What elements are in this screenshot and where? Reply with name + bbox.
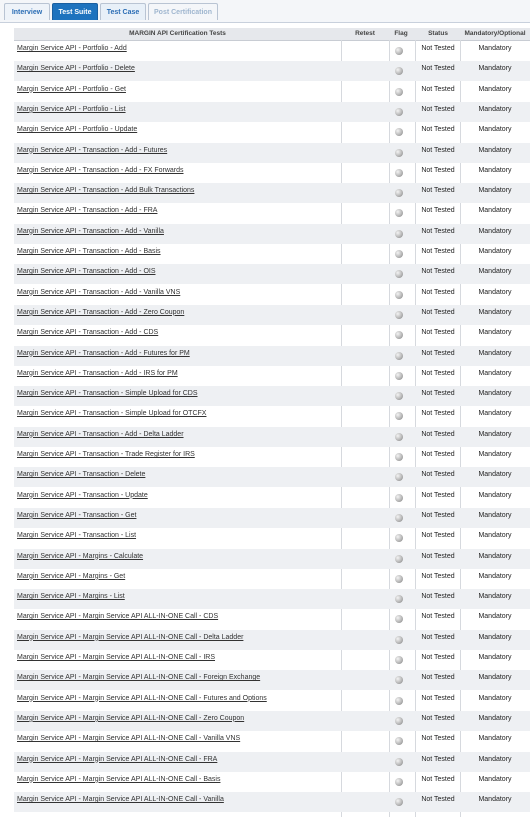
retest-cell bbox=[341, 447, 389, 467]
table-row bbox=[14, 467, 530, 487]
mandatory-cell: Mandatory bbox=[478, 451, 512, 458]
retest-cell bbox=[341, 325, 389, 345]
test-name-link[interactable]: Margin Service API - Portfolio - Update bbox=[17, 126, 138, 134]
status-cell: Not Tested bbox=[421, 105, 455, 113]
status-flag-icon bbox=[395, 473, 403, 481]
status-cell: Not Tested bbox=[421, 369, 455, 377]
status-flag-icon bbox=[395, 534, 403, 542]
test-name-link[interactable]: Margin Service API - Margin Service API ALL-IN-ONE Call - CDS bbox=[17, 613, 219, 621]
retest-cell bbox=[341, 731, 389, 751]
retest-cell bbox=[341, 691, 389, 711]
table-row bbox=[14, 406, 530, 426]
mandatory-cell: Mandatory bbox=[478, 491, 512, 499]
status-flag-icon bbox=[395, 352, 403, 360]
mandatory-cell: Mandatory bbox=[478, 714, 512, 722]
tab-test-case[interactable]: Test Case bbox=[100, 3, 146, 20]
tab-interview[interactable]: Interview bbox=[4, 3, 50, 20]
mandatory-cell: Mandatory bbox=[478, 471, 512, 479]
mandatory-cell: Mandatory bbox=[478, 207, 512, 215]
table-row bbox=[14, 508, 530, 528]
status-flag-icon bbox=[395, 250, 403, 258]
status-cell: Not Tested bbox=[421, 755, 455, 763]
retest-cell bbox=[341, 41, 389, 61]
mandatory-cell: Mandatory bbox=[478, 796, 512, 804]
mandatory-cell: Mandatory bbox=[478, 572, 512, 580]
table-row bbox=[14, 589, 530, 609]
status-cell: Not Tested bbox=[421, 430, 455, 438]
mandatory-cell: Mandatory bbox=[478, 694, 512, 702]
mandatory-cell: Mandatory bbox=[478, 613, 512, 621]
retest-cell bbox=[341, 183, 389, 203]
table-row bbox=[14, 346, 530, 366]
status-flag-icon bbox=[395, 67, 403, 75]
mandatory-cell: Mandatory bbox=[478, 735, 512, 743]
test-name-link[interactable]: Margin Service API - Margin Service API ALL-IN-ONE Call - Futures and Options bbox=[17, 694, 267, 702]
status-flag-icon bbox=[395, 717, 403, 725]
test-name-link[interactable]: Margin Service API - Transaction - Add - Zero Coupon bbox=[17, 308, 185, 316]
test-name-link[interactable]: Margin Service API - Transaction - Delete bbox=[17, 471, 146, 479]
table-row bbox=[14, 447, 530, 467]
table-row bbox=[14, 122, 530, 142]
retest-cell bbox=[341, 609, 389, 629]
status-flag-icon bbox=[395, 595, 403, 603]
table-row bbox=[14, 792, 530, 812]
mandatory-cell: Mandatory bbox=[478, 755, 512, 763]
retest-cell bbox=[341, 122, 389, 142]
retest-cell bbox=[341, 61, 389, 81]
retest-cell bbox=[341, 752, 389, 772]
table-row bbox=[14, 549, 530, 569]
mandatory-cell: Mandatory bbox=[478, 187, 512, 195]
table-row bbox=[14, 285, 530, 305]
header-test-name: MARGIN API Certification Tests bbox=[129, 30, 226, 37]
tab-bar bbox=[0, 0, 530, 23]
retest-cell bbox=[341, 386, 389, 406]
test-name-link[interactable]: Margin Service API - Margin Service API ALL-IN-ONE Call - FRA bbox=[17, 755, 218, 763]
table-row bbox=[14, 61, 530, 81]
table-row bbox=[14, 305, 530, 325]
retest-cell bbox=[341, 488, 389, 508]
status-cell: Not Tested bbox=[421, 674, 455, 682]
status-cell: Not Tested bbox=[421, 187, 455, 195]
mandatory-cell: Mandatory bbox=[478, 329, 512, 337]
retest-cell bbox=[341, 792, 389, 812]
status-flag-icon bbox=[395, 758, 403, 766]
mandatory-cell: Mandatory bbox=[478, 633, 512, 641]
table-row bbox=[14, 528, 530, 548]
retest-cell bbox=[341, 366, 389, 386]
retest-cell bbox=[341, 630, 389, 650]
table-row bbox=[14, 711, 530, 731]
status-cell: Not Tested bbox=[421, 410, 455, 418]
status-flag-icon bbox=[395, 636, 403, 644]
tab-post-certification: Post Certification bbox=[148, 3, 218, 20]
status-cell: Not Tested bbox=[421, 45, 455, 52]
mandatory-cell: Mandatory bbox=[478, 369, 512, 377]
status-flag-icon bbox=[395, 189, 403, 197]
retest-cell bbox=[341, 670, 389, 690]
retest-cell bbox=[341, 569, 389, 589]
status-cell: Not Tested bbox=[421, 146, 455, 154]
table-row bbox=[14, 82, 530, 102]
mandatory-cell: Mandatory bbox=[478, 288, 512, 296]
retest-cell bbox=[341, 406, 389, 426]
status-flag-icon bbox=[395, 128, 403, 136]
retest-cell bbox=[341, 224, 389, 244]
table-row bbox=[14, 102, 530, 122]
test-name-link[interactable]: Margin Service API - Margins - Calculate bbox=[17, 552, 144, 560]
test-name-link[interactable]: Margin Service API - Margin Service API ALL-IN-ONE Call - Foreign Exchange bbox=[17, 674, 261, 682]
status-cell: Not Tested bbox=[421, 633, 455, 641]
status-flag-icon bbox=[395, 169, 403, 177]
status-flag-icon bbox=[395, 494, 403, 502]
status-cell: Not Tested bbox=[421, 288, 455, 296]
status-cell: Not Tested bbox=[421, 308, 455, 316]
status-flag-icon bbox=[395, 778, 403, 786]
status-cell: Not Tested bbox=[421, 390, 455, 398]
table-row bbox=[14, 670, 530, 690]
table-row bbox=[14, 630, 530, 650]
mandatory-cell: Mandatory bbox=[478, 146, 512, 154]
table-row bbox=[14, 183, 530, 203]
status-cell: Not Tested bbox=[421, 694, 455, 702]
test-name-link[interactable]: Margin Service API - Transaction - Simple Upload for OTCFX bbox=[17, 410, 207, 418]
retest-cell bbox=[341, 589, 389, 609]
mandatory-cell: Mandatory bbox=[478, 552, 512, 560]
mandatory-cell: Mandatory bbox=[478, 410, 512, 418]
status-cell: Not Tested bbox=[421, 471, 455, 479]
status-flag-icon bbox=[395, 88, 403, 96]
test-name-link[interactable]: Margin Service API - Portfolio - List bbox=[17, 105, 126, 113]
test-name-link[interactable]: Margin Service API - Transaction - Trade Register for IRS bbox=[17, 451, 195, 458]
header-status: Status bbox=[428, 30, 448, 37]
status-cell: Not Tested bbox=[421, 166, 455, 174]
table-row bbox=[14, 41, 530, 61]
test-name-link[interactable]: Margin Service API - Margins - Get bbox=[17, 572, 126, 580]
retest-cell bbox=[341, 772, 389, 792]
retest-cell bbox=[341, 82, 389, 102]
test-name-link[interactable]: Margin Service API - Margins - List bbox=[17, 593, 125, 601]
retest-cell bbox=[341, 102, 389, 122]
test-name-link[interactable]: Margin Service API - Transaction - Add - Futures for PM bbox=[17, 349, 190, 357]
header-retest: Retest bbox=[355, 30, 375, 37]
test-name-link[interactable]: Margin Service API - Transaction - List bbox=[17, 532, 137, 540]
test-name-link[interactable]: Margin Service API - Transaction - Update bbox=[17, 491, 148, 499]
retest-cell bbox=[341, 203, 389, 223]
test-name-link[interactable]: Margin Service API - Transaction - Add Bulk Transactions bbox=[17, 187, 195, 195]
test-name-link[interactable]: Margin Service API - Transaction - Add - Futures bbox=[17, 146, 168, 154]
tab-test-suite[interactable]: Test Suite bbox=[52, 3, 98, 20]
status-cell: Not Tested bbox=[421, 451, 455, 458]
test-name-link[interactable]: Margin Service API - Transaction - Add - FRA bbox=[17, 207, 158, 215]
status-flag-icon bbox=[395, 291, 403, 299]
test-name-link[interactable]: Margin Service API - Transaction - Add - Delta Ladder bbox=[17, 430, 184, 438]
status-cell: Not Tested bbox=[421, 613, 455, 621]
status-flag-icon bbox=[395, 149, 403, 157]
mandatory-cell: Mandatory bbox=[478, 85, 512, 93]
test-name-link[interactable]: Margin Service API - Transaction - Add - Basis bbox=[17, 248, 161, 255]
status-flag-icon bbox=[395, 676, 403, 684]
status-cell: Not Tested bbox=[421, 268, 455, 276]
status-cell: Not Tested bbox=[421, 593, 455, 601]
table-row bbox=[14, 143, 530, 163]
status-flag-icon bbox=[395, 372, 403, 380]
status-cell: Not Tested bbox=[421, 126, 455, 134]
table-header bbox=[14, 28, 530, 41]
mandatory-cell: Mandatory bbox=[478, 45, 512, 52]
status-flag-icon bbox=[395, 270, 403, 278]
mandatory-cell: Mandatory bbox=[478, 532, 512, 540]
retest-cell bbox=[341, 285, 389, 305]
status-cell: Not Tested bbox=[421, 796, 455, 804]
table-row bbox=[14, 772, 530, 792]
retest-cell bbox=[341, 346, 389, 366]
retest-cell bbox=[341, 163, 389, 183]
status-flag-icon bbox=[395, 737, 403, 745]
test-name-link[interactable]: Margin Service API - Margin Service API ALL-IN-ONE Call - Zero Coupon bbox=[17, 714, 245, 722]
test-name-link[interactable]: Margin Service API - Transaction - Add - IRS for PM bbox=[17, 369, 178, 377]
test-name-link[interactable]: Margin Service API - Transaction - Add - CDS bbox=[17, 329, 159, 337]
status-flag-icon bbox=[395, 412, 403, 420]
test-name-link[interactable]: Margin Service API - Portfolio - Get bbox=[17, 85, 126, 93]
header-mandatory-optional: Mandatory/Optional bbox=[464, 30, 526, 37]
table-row bbox=[14, 325, 530, 345]
status-cell: Not Tested bbox=[421, 552, 455, 560]
status-flag-icon bbox=[395, 47, 403, 55]
retest-cell bbox=[341, 528, 389, 548]
mandatory-cell: Mandatory bbox=[478, 511, 512, 519]
status-flag-icon bbox=[395, 798, 403, 806]
table-row bbox=[14, 609, 530, 629]
test-name-link[interactable]: Margin Service API - Transaction - Add - Vanilla VNS bbox=[17, 288, 181, 296]
mandatory-cell: Mandatory bbox=[478, 248, 512, 255]
status-flag-icon bbox=[395, 230, 403, 238]
test-name-link[interactable]: Margin Service API - Transaction - Add - Vanilla bbox=[17, 227, 164, 235]
test-name-link[interactable]: Margin Service API - Margin Service API ALL-IN-ONE Call - Basis bbox=[17, 775, 221, 783]
test-name-link[interactable]: Margin Service API - Transaction - Add - OIS bbox=[17, 268, 156, 276]
status-flag-icon bbox=[395, 433, 403, 441]
status-cell: Not Tested bbox=[421, 248, 455, 255]
status-cell: Not Tested bbox=[421, 572, 455, 580]
mandatory-cell: Mandatory bbox=[478, 308, 512, 316]
retest-cell bbox=[341, 549, 389, 569]
mandatory-cell: Mandatory bbox=[478, 105, 512, 113]
status-flag-icon bbox=[395, 392, 403, 400]
retest-cell bbox=[341, 264, 389, 284]
mandatory-cell: Mandatory bbox=[478, 674, 512, 682]
status-flag-icon bbox=[395, 514, 403, 522]
status-flag-icon bbox=[395, 656, 403, 664]
status-cell: Not Tested bbox=[421, 349, 455, 357]
status-flag-icon bbox=[395, 555, 403, 563]
table-row bbox=[14, 488, 530, 508]
status-cell: Not Tested bbox=[421, 654, 455, 661]
table-row bbox=[14, 569, 530, 589]
table-row bbox=[14, 691, 530, 711]
test-name-link[interactable]: Margin Service API - Portfolio - Add bbox=[17, 45, 127, 52]
status-cell: Not Tested bbox=[421, 85, 455, 93]
retest-cell bbox=[341, 427, 389, 447]
status-flag-icon bbox=[395, 697, 403, 705]
test-name-link[interactable]: Margin Service API - Portfolio - Delete bbox=[17, 65, 135, 73]
status-cell: Not Tested bbox=[421, 329, 455, 337]
mandatory-cell: Mandatory bbox=[478, 268, 512, 276]
mandatory-cell: Mandatory bbox=[478, 654, 512, 661]
mandatory-cell: Mandatory bbox=[478, 775, 512, 783]
status-flag-icon bbox=[395, 108, 403, 116]
table-row bbox=[14, 752, 530, 772]
test-name-link[interactable]: Margin Service API - Margin Service API ALL-IN-ONE Call - Vanilla bbox=[17, 796, 224, 804]
status-cell: Not Tested bbox=[421, 735, 455, 743]
test-name-link[interactable]: Margin Service API - Margin Service API ALL-IN-ONE Call - IRS bbox=[17, 654, 216, 661]
retest-cell bbox=[341, 305, 389, 325]
retest-cell bbox=[341, 711, 389, 731]
status-cell: Not Tested bbox=[421, 207, 455, 215]
status-cell: Not Tested bbox=[421, 511, 455, 519]
test-name-link[interactable]: Margin Service API - Margin Service API ALL-IN-ONE Call - Delta Ladder bbox=[17, 633, 244, 641]
table-row bbox=[14, 264, 530, 284]
status-cell: Not Tested bbox=[421, 491, 455, 499]
test-name-link[interactable]: Margin Service API - Margin Service API ALL-IN-ONE Call - Vanilla VNS bbox=[17, 735, 241, 743]
status-cell: Not Tested bbox=[421, 532, 455, 540]
mandatory-cell: Mandatory bbox=[478, 390, 512, 398]
test-name-link[interactable]: Margin Service API - Transaction - Simple Upload for CDS bbox=[17, 390, 198, 398]
table-row bbox=[14, 731, 530, 751]
table-row bbox=[14, 224, 530, 244]
table-row bbox=[14, 163, 530, 183]
table-row bbox=[14, 386, 530, 406]
mandatory-cell: Mandatory bbox=[478, 430, 512, 438]
retest-cell bbox=[341, 143, 389, 163]
status-flag-icon bbox=[395, 453, 403, 461]
mandatory-cell: Mandatory bbox=[478, 227, 512, 235]
status-cell: Not Tested bbox=[421, 714, 455, 722]
mandatory-cell: Mandatory bbox=[478, 126, 512, 134]
retest-cell bbox=[341, 508, 389, 528]
retest-cell bbox=[341, 650, 389, 670]
status-cell: Not Tested bbox=[421, 227, 455, 235]
status-cell: Not Tested bbox=[421, 775, 455, 783]
table-row bbox=[14, 366, 530, 386]
status-flag-icon bbox=[395, 209, 403, 217]
status-flag-icon bbox=[395, 331, 403, 339]
retest-cell bbox=[341, 244, 389, 264]
status-flag-icon bbox=[395, 615, 403, 623]
mandatory-cell: Mandatory bbox=[478, 65, 512, 73]
mandatory-cell: Mandatory bbox=[478, 166, 512, 174]
status-flag-icon bbox=[395, 311, 403, 319]
table-row bbox=[14, 244, 530, 264]
test-name-link[interactable]: Margin Service API - Transaction - Add - FX Forwards bbox=[17, 166, 184, 174]
table-row bbox=[14, 650, 530, 670]
header-flag: Flag bbox=[394, 30, 408, 37]
retest-cell bbox=[341, 467, 389, 487]
table-row bbox=[14, 203, 530, 223]
status-cell: Not Tested bbox=[421, 65, 455, 73]
status-flag-icon bbox=[395, 575, 403, 583]
table-row bbox=[14, 427, 530, 447]
mandatory-cell: Mandatory bbox=[478, 349, 512, 357]
mandatory-cell: Mandatory bbox=[478, 593, 512, 601]
test-name-link[interactable]: Margin Service API - Transaction - Get bbox=[17, 511, 137, 519]
